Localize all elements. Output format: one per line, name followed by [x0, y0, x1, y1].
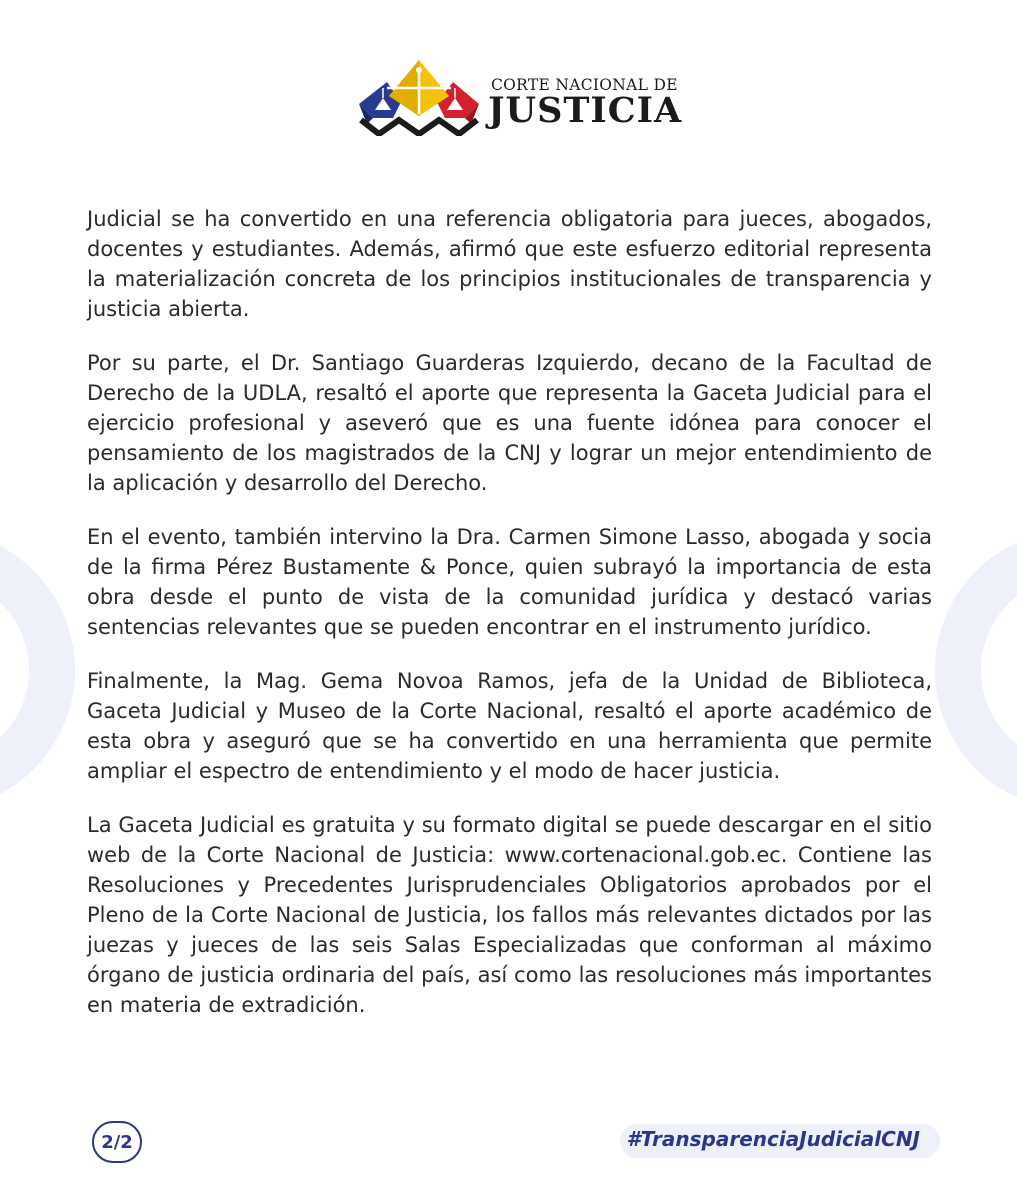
watermark-ring-right [935, 530, 1017, 810]
paragraph: La Gaceta Judicial es gratuita y su formato digital se puede descargar en el sitio web de la Corte Nacional de Justicia: www.cortenacional.gob.ec. Contiene las Resoluciones y Precedentes Jurisprudenciales Obligatorios aprobados por el Pleno de la Corte Nacional de Justicia, los fallos más relevantes dictados por las juezas y jueces de las seis Salas Especializadas que conforman al máximo órgano de justicia ordinaria del país, así como las resoluciones más importantes en materia de extradición. [87, 813, 932, 1017]
cnj-logo [357, 58, 683, 136]
watermark-ring-left [0, 530, 75, 810]
paragraph: Judicial se ha convertido en una referencia obligatoria para jueces, abogados, docentes y estudiantes. Además, afirmó que este esfuerzo editorial representa la materialización concreta de los principios institucionales de transparencia y justicia abierta. [87, 207, 932, 321]
hashtag: #TransparenciaJudicialCNJ [626, 1127, 920, 1151]
paragraph: Por su parte, el Dr. Santiago Guarderas Izquierdo, decano de la Facultad de Derecho de la UDLA, resaltó el aporte que representa la Gaceta Judicial para el ejercicio profesional y aseveró que es una fuente idónea para conocer el pensamiento de los magistrados de la CNJ y lograr un mejor entendimiento de la aplicación y desarrollo del Derecho. [87, 351, 932, 495]
logo-text-main: JUSTICIA [488, 90, 683, 131]
cnj-emblem-icon [357, 58, 482, 136]
logo-text-top: CORTE NACIONAL DE [491, 76, 678, 94]
page-indicator: 2/2 [92, 1121, 142, 1163]
paragraph: En el evento, también intervino la Dra. Carmen Simone Lasso, abogada y socia de la firma Pérez Bustamente & Ponce, quien subrayó la importancia de esta obra desde el punto de vista de la comunidad jurídica y destacó varias sentencias relevantes que se pueden encontrar en el instrumento jurídico. [87, 525, 932, 639]
paragraph: Finalmente, la Mag. Gema Novoa Ramos, jefa de la Unidad de Biblioteca, Gaceta Judicial y Museo de la Corte Nacional, resaltó el aporte académico de esta obra y aseguró que se ha convertido en una herramienta que permite ampliar el espectro de entendimiento y el modo de hacer justicia. [87, 669, 932, 783]
article-body [87, 204, 932, 1044]
